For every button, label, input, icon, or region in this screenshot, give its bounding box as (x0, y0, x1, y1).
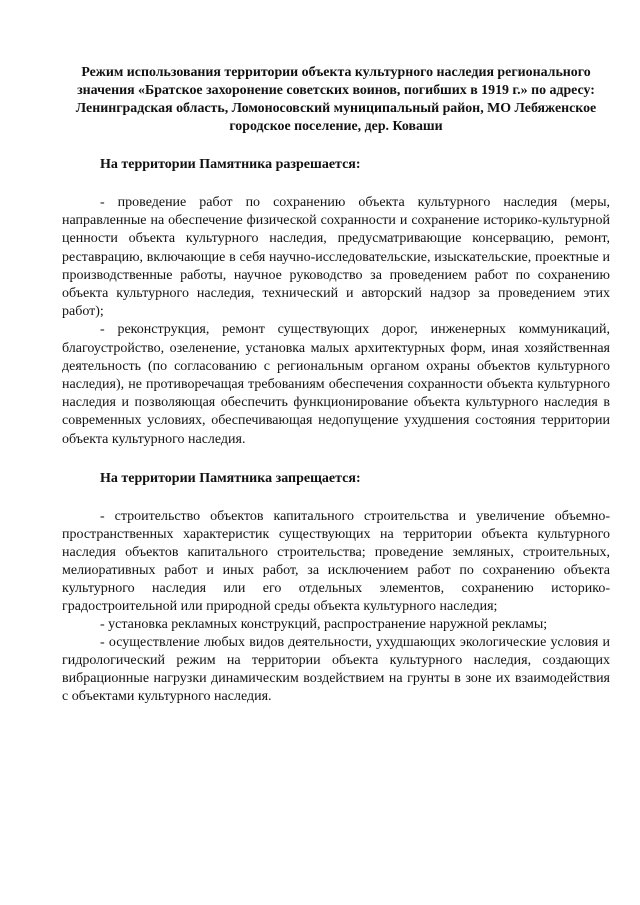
document-page (62, 64, 610, 706)
forbidden-item-1: - строительство объектов капитального строительства и увеличение объемно-пространственных характеристик существующих на территории объекта культурного наследия объектов капитального строительства; проведение земляных, строительных, мелиоративных работ и иных работ, за исключением работ по сохранению объекта культурного наследия или его отдельных элементов, сохранению историко-градостроительной или природной среды объекта культурного наследия; (62, 508, 610, 614)
forbidden-heading: На территории Памятника запрещается: (100, 470, 361, 486)
forbidden-item-2: - установка рекламных конструкций, распространение наружной рекламы; (100, 616, 548, 632)
allowed-item-1: - проведение работ по сохранению объекта культурного наследия (меры, направленные на обеспечение физической сохранности и сохранение историко-культурной ценности объекта культурного наследия, предусматривающие консервацию, ремонт, реставрацию, включающие в себя научно-исследовательские, изыскательские, проектные и производственные работы, научное руководство за проведением работ по сохранению объекта культурного наследия, технический и авторский надзор за проведением этих работ); (62, 195, 610, 320)
forbidden-item-3: - осуществление любых видов деятельности, ухудшающих экологические условия и гидрологический режим на территории объекта культурного наследия, создающих вибрационные нагрузки динамическим воздействием на грунты в зоне их взаимодействия с объектами культурного наследия. (62, 634, 610, 704)
allowed-item-2: - реконструкция, ремонт существующих дорог, инженерных коммуникаций, благоустройство, озеленение, установка малых архитектурных форм, иная хозяйственная деятельность (по согласованию с региональным органом охраны объектов культурного наследия), не противоречащая требованиям обеспечения сохранности объекта культурного наследия и позволяющая обеспечить функционирование объекта культурного наследия в современных условиях, обеспечивающая недопущение ухудшения состояния территории объекта культурного наследия. (62, 322, 610, 447)
allowed-heading: На территории Памятника разрешается: (100, 157, 361, 172)
document-title: Режим использования территории объекта культурного наследия регионального значения «Братское захоронение советских воинов, погибших в 1919 г.» по адресу: Ленинградская область, Ломоносовский муниципальный район, МО Лебяженское городское поселение, дер. Коваши (75, 65, 597, 134)
